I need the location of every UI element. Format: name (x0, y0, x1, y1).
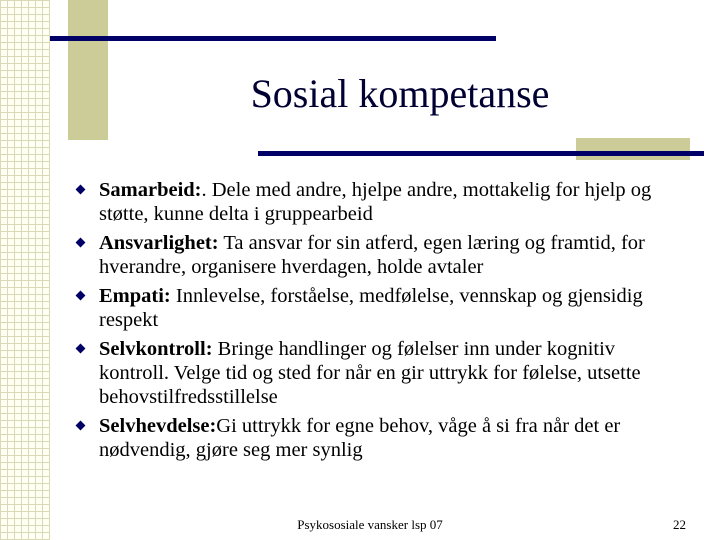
deco-bar-bottom (258, 151, 704, 156)
bullet-term: Ansvarlighet: (99, 232, 219, 254)
bullet-text: Bringe handlinger og følelser inn under kognitiv kontroll. Velge tid og sted for når en gir uttrykk for følelse, utsette behovstilfredsstillelse (99, 338, 641, 408)
diamond-bullet-icon (76, 344, 86, 354)
diamond-bullet-icon (76, 238, 86, 248)
diamond-bullet-icon (76, 185, 86, 195)
slide-footer: Psykososiale vansker lsp 07 (297, 517, 443, 532)
bullet-text: . Dele med andre, hjelpe andre, mottakelig for hjelp og støtte, kunne delta i gruppearbeid (99, 179, 652, 225)
bullet-text: Innlevelse, forståelse, medfølelse, vennskap og gjensidig respekt (99, 285, 643, 331)
grid-background (0, 0, 50, 540)
deco-block-right (576, 138, 690, 160)
deco-block-top (68, 0, 108, 140)
bullet-text: Gi uttrykk for egne behov, våge å si fra når det er nødvendig, gjøre seg mer synlig (99, 415, 621, 461)
bullet-term: Samarbeid: (99, 179, 202, 201)
bullet-item-samarbeid (74, 178, 684, 226)
bullet-item-empati (74, 284, 684, 332)
bullet-text: Ta ansvar for sin atferd, egen læring og framtid, for hverandre, organisere hverdagen, holde avtaler (99, 232, 645, 278)
bullet-item-selvkontroll (74, 337, 684, 409)
diamond-bullet-icon (76, 291, 86, 301)
slide-title: Sosial kompetanse (250, 71, 550, 116)
bullet-term: Empati: (99, 285, 171, 307)
diamond-bullet-icon (76, 421, 86, 431)
bullet-list (74, 178, 684, 467)
deco-bar-top (50, 36, 496, 41)
bullet-term: Selvkontroll: (99, 338, 213, 360)
page-number: 22 (673, 517, 686, 532)
bullet-term: Selvhevdelse: (99, 415, 217, 437)
bullet-item-selvhevdelse (74, 414, 684, 462)
bullet-item-ansvarlighet (74, 231, 684, 279)
